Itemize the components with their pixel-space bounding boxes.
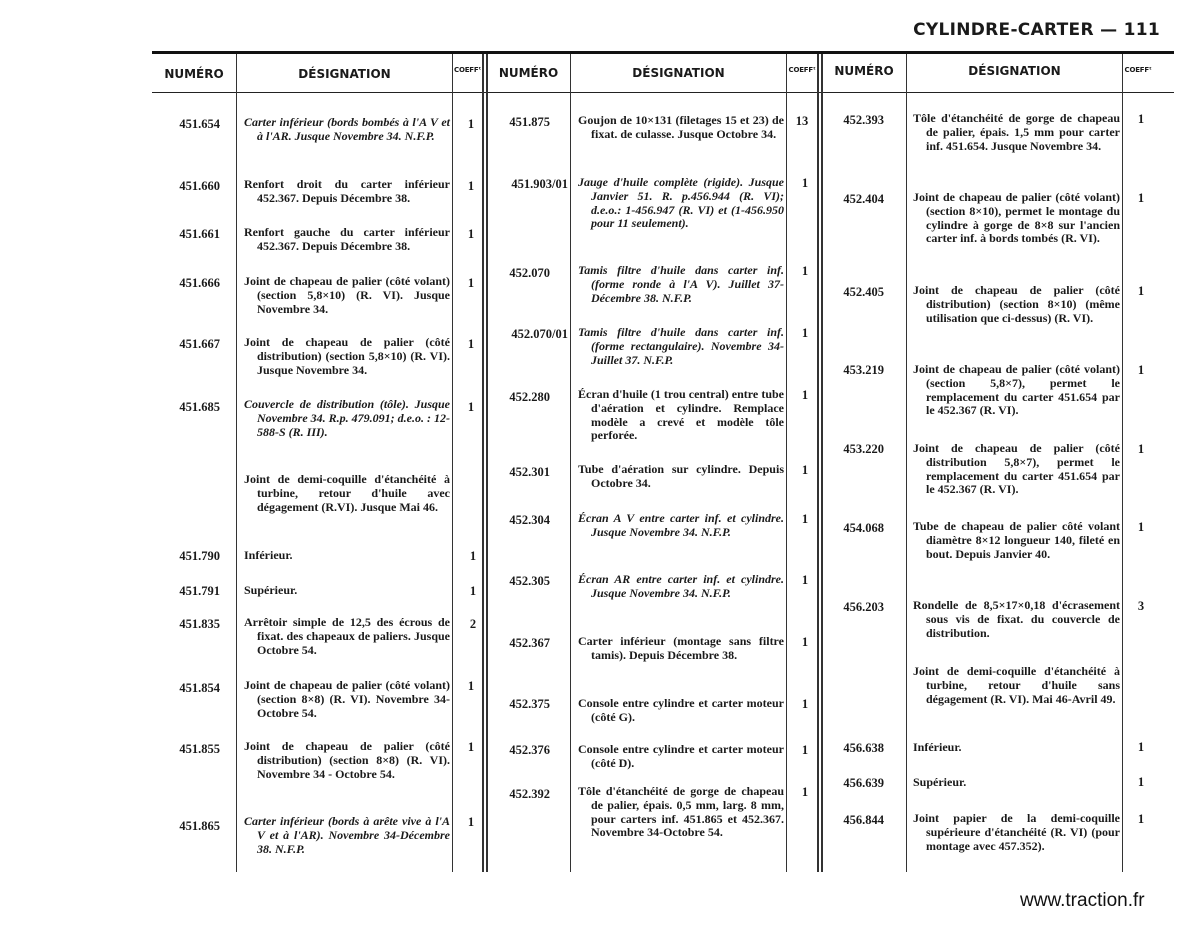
part-designation: Supérieur. [244, 583, 298, 597]
part-number: 452.376 [509, 743, 550, 757]
part-number: 456.638 [843, 741, 884, 755]
part-number: 453.220 [843, 442, 884, 456]
part-coeff: 1 [1137, 284, 1145, 298]
part-number: 451.791 [179, 584, 220, 598]
part-number: 451.667 [179, 337, 220, 351]
part-designation: Carter inférieur (montage sans filtre tamis). Depuis Décembre 38. [578, 634, 784, 662]
header-numero-3: NUMÉRO [834, 64, 894, 78]
part-designation: Console entre cylindre et carter moteur (côté D). [578, 742, 784, 770]
part-designation: Tube d'aération sur cylindre. Depuis Octobre 34. [578, 462, 784, 490]
part-coeff: 3 [1137, 599, 1145, 613]
part-designation: Écran AR entre carter inf. et cylindre. Jusque Novembre 34. N.F.P. [578, 572, 784, 600]
part-coeff: 1 [469, 584, 477, 598]
header-rule [152, 92, 1174, 93]
part-number: 452.367 [509, 636, 550, 650]
part-designation: Couvercle de distribution (tôle). Jusque Novembre 34. R.p. 479.091; d.e.o. : 12-588-S (R. III). [244, 397, 450, 439]
part-designation: Joint de chapeau de palier (côté volant) (section 5,8×7), permet le remplacement du carter 451.654 par le 452.367 (R. VI). [913, 362, 1120, 418]
part-number: 452.405 [843, 285, 884, 299]
part-designation: Renfort droit du carter inférieur 452.367. Depuis Décembre 38. [244, 177, 450, 205]
header-coeff-1: COEFFᵗ [454, 66, 481, 74]
part-designation: Inférieur. [913, 740, 962, 754]
part-number: 451.654 [179, 117, 220, 131]
part-designation: Joint de chapeau de palier (côté volant) (section 8×8) (R. VI). Novembre 34-Octobre 54. [244, 678, 450, 720]
part-coeff: 1 [1137, 363, 1145, 377]
part-coeff: 1 [467, 179, 475, 193]
part-designation: Écran A V entre carter inf. et cylindre. Jusque Novembre 34. N.F.P. [578, 511, 784, 539]
header-coeff-2: COEFFᵗ [788, 66, 816, 74]
part-designation: Tôle d'étanchéité de gorge de chapeau de palier, épais. 0,5 mm, larg. 8 mm, pour carters inf. 451.865 et 452.367. Novembre 34-Octobre 54. [578, 784, 784, 840]
part-coeff: 1 [801, 463, 809, 477]
part-coeff: 1 [801, 512, 809, 526]
part-number: 451.660 [179, 179, 220, 193]
part-coeff: 1 [801, 573, 809, 587]
part-coeff: 1 [1137, 740, 1145, 754]
part-coeff: 1 [1137, 812, 1145, 826]
part-designation: Joint de chapeau de palier (côté volant) (section 5,8×10) (R. VI). Jusque Novembre 34. [244, 274, 450, 316]
part-coeff: 1 [467, 740, 475, 754]
part-number: 456.844 [843, 813, 884, 827]
part-designation: Console entre cylindre et carter moteur (côté G). [578, 696, 784, 724]
part-designation: Tamis filtre d'huile dans carter inf. (forme rectangulaire). Novembre 34-Juillet 37. N.F.P. [578, 325, 784, 367]
part-coeff: 1 [801, 176, 809, 190]
part-coeff: 1 [801, 697, 809, 711]
part-number: 451.875 [509, 115, 550, 129]
part-number: 452.280 [509, 390, 550, 404]
part-coeff: 1 [467, 227, 475, 241]
part-designation: Joint de chapeau de palier (côté distribution) (section 8×10) (même utilisation que ci-dessus) (R. VI). [913, 283, 1120, 325]
header-numero-2: NUMÉRO [498, 66, 559, 80]
part-number: 452.070 [509, 266, 550, 280]
part-designation: Joint de chapeau de palier (côté distribution) (section 5,8×10) (R. VI). Jusque Novembre 34. [244, 335, 450, 377]
part-number: 451.661 [179, 227, 220, 241]
group-heading: Joint de demi-coquille d'étanchéité à turbine, retour d'huile avec dégagement (R.VI). Jusque Mai 46. [244, 472, 450, 514]
part-designation: Supérieur. [913, 775, 967, 789]
part-coeff: 1 [801, 388, 809, 402]
part-number: 452.393 [843, 113, 884, 127]
website-watermark: www.traction.fr [1020, 890, 1145, 911]
part-number: 456.639 [843, 776, 884, 790]
part-number: 451.835 [179, 617, 220, 631]
part-coeff: 13 [795, 114, 809, 128]
part-coeff: 1 [801, 743, 809, 757]
header-coeff-3: COEFFᵗ [1124, 66, 1152, 74]
part-number: 454.068 [843, 521, 884, 535]
part-designation: Joint de chapeau de palier (côté distribution) (section 8×8) (R. VI). Novembre 34 - Octobre 54. [244, 739, 450, 781]
part-coeff: 1 [1137, 112, 1145, 126]
part-number: 451.854 [179, 681, 220, 695]
part-coeff: 1 [467, 400, 475, 414]
part-number: 456.203 [843, 600, 884, 614]
part-coeff: 1 [467, 815, 475, 829]
part-designation: Inférieur. [244, 548, 293, 562]
part-number: 452.375 [509, 697, 550, 711]
part-designation: Carter inférieur (bords bombés à l'A V et à l'AR. Jusque Novembre 34. N.F.P. [244, 115, 450, 143]
part-number: 452.070/01 [511, 327, 568, 341]
header-designation-2: DÉSIGNATION [632, 66, 725, 80]
part-designation: Écran d'huile (1 trou central) entre tube d'aération et cylindre. Remplace modèle a crevé et modèle tôle perforée. [578, 387, 784, 443]
page-header: CYLINDRE-CARTER — 111 [913, 20, 1160, 40]
part-designation: Tube de chapeau de palier côté volant diamètre 8×12 longueur 140, fileté en bout. Depuis Janvier 40. [913, 519, 1120, 561]
part-number: 451.903/01 [511, 177, 568, 191]
part-designation: Tôle d'étanchéité de gorge de chapeau de palier, épais. 1,5 mm pour carter inf. 451.654. Jusque Novembre 34. [913, 111, 1120, 153]
header-numero-1: NUMÉRO [164, 67, 224, 81]
part-number: 452.392 [509, 787, 550, 801]
header-designation-1: DÉSIGNATION [298, 67, 391, 81]
part-designation: Arrêtoir simple de 12,5 des écrous de fixat. des chapeaux de paliers. Jusque Octobre 54. [244, 615, 450, 657]
part-designation: Carter inférieur (bords à arête vive à l'A V et à l'AR). Novembre 34-Décembre 38. N.F.P. [244, 814, 450, 856]
part-number: 452.305 [509, 574, 550, 588]
part-designation: Goujon de 10×131 (filetages 15 et 23) de fixat. de culasse. Jusque Octobre 34. [578, 113, 784, 141]
part-number: 453.219 [843, 363, 884, 377]
part-designation: Joint papier de la demi-coquille supérieure d'étanchéité (R. VI) (pour montage avec 457.352). [913, 811, 1120, 853]
part-coeff: 2 [469, 617, 477, 631]
part-coeff: 1 [467, 276, 475, 290]
part-coeff: 1 [467, 679, 475, 693]
part-designation: Joint de chapeau de palier (côté distribution 5,8×7), permet le remplacement du carter 451.654 par le 452.367 (R. VI). [913, 441, 1120, 497]
part-coeff: 1 [1137, 520, 1145, 534]
part-number: 451.855 [179, 742, 220, 756]
part-coeff: 1 [1137, 442, 1145, 456]
part-designation: Tamis filtre d'huile dans carter inf. (forme ronde à l'A V). Juillet 37-Décembre 38. N.F.P. [578, 263, 784, 305]
part-number: 452.304 [509, 513, 550, 527]
part-coeff: 1 [801, 635, 809, 649]
part-coeff: 1 [801, 326, 809, 340]
top-rule [152, 51, 1174, 54]
part-coeff: 1 [467, 117, 475, 131]
part-number: 451.865 [179, 819, 220, 833]
part-number: 451.666 [179, 276, 220, 290]
part-coeff: 1 [469, 549, 477, 563]
part-designation: Joint de chapeau de palier (côté volant) (section 8×10), permet le montage du cylindre à gorge de 8×8 sur l'ancien carter inf. à bords tombés (R. VI). [913, 190, 1120, 246]
part-coeff: 1 [801, 785, 809, 799]
part-number: 452.301 [509, 465, 550, 479]
part-designation: Renfort gauche du carter inférieur 452.367. Depuis Décembre 38. [244, 225, 450, 253]
part-designation: Jauge d'huile complète (rigide). Jusque Janvier 51. R. p.456.944 (R. VI); d.e.o.: 1-456.947 (R. VI) et (1-456.950 pour 11 seulement). [578, 175, 784, 231]
part-number: 452.404 [843, 192, 884, 206]
part-coeff: 1 [801, 264, 809, 278]
group-heading: Joint de demi-coquille d'étanchéité à turbine, retour d'huile sans dégagement (R. VI). Mai 46-Avril 49. [913, 664, 1120, 706]
part-coeff: 1 [1137, 775, 1145, 789]
part-designation: Rondelle de 8,5×17×0,18 d'écrasement sous vis de fixat. du couvercle de distribution. [913, 598, 1120, 640]
part-number: 451.790 [179, 549, 220, 563]
part-coeff: 1 [1137, 191, 1145, 205]
part-coeff: 1 [467, 337, 475, 351]
part-number: 451.685 [179, 400, 220, 414]
header-designation-3: DÉSIGNATION [968, 64, 1061, 78]
